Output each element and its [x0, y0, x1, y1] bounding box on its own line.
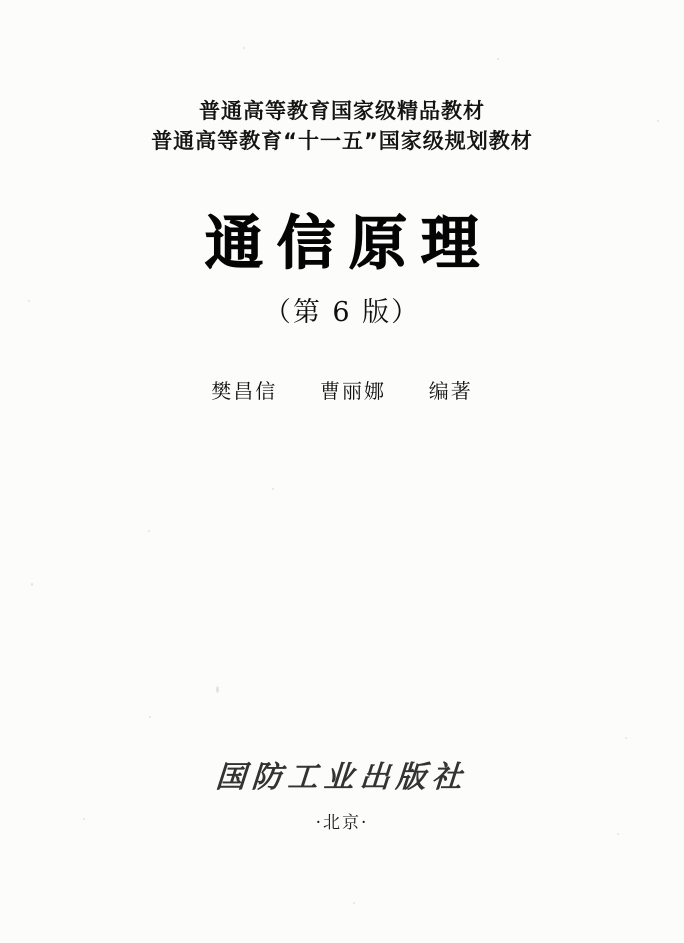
paper-speck [216, 686, 219, 693]
publisher-group [0, 752, 684, 833]
paper-speck [31, 583, 33, 586]
paper-speck [617, 833, 619, 835]
paper-speck [625, 737, 627, 739]
authors-group [0, 375, 684, 404]
paper-speck [497, 58, 499, 60]
publisher-city: ·北京· [315, 813, 369, 833]
paper-speck [149, 716, 151, 718]
series-heading [0, 96, 684, 157]
author-role: 编著 [428, 379, 473, 403]
paper-speck [243, 47, 245, 49]
author-name-1: 樊昌信 [211, 379, 278, 403]
series-line-1: 普通高等教育国家级精品教材 [199, 99, 485, 123]
title-group [0, 209, 684, 329]
page-title: 通信原理 [204, 209, 493, 277]
author-name-2: 曹丽娜 [320, 379, 386, 403]
paper-speck [272, 488, 274, 490]
authors-line [0, 375, 684, 404]
publisher-name: 国防工业出版社 [214, 760, 469, 795]
edition-label: （第 6 版） [263, 296, 421, 328]
paper-speck [148, 530, 150, 532]
paper-speck [353, 902, 355, 904]
series-line-2: 普通高等教育“十一五”国家级规划教材 [151, 129, 533, 154]
